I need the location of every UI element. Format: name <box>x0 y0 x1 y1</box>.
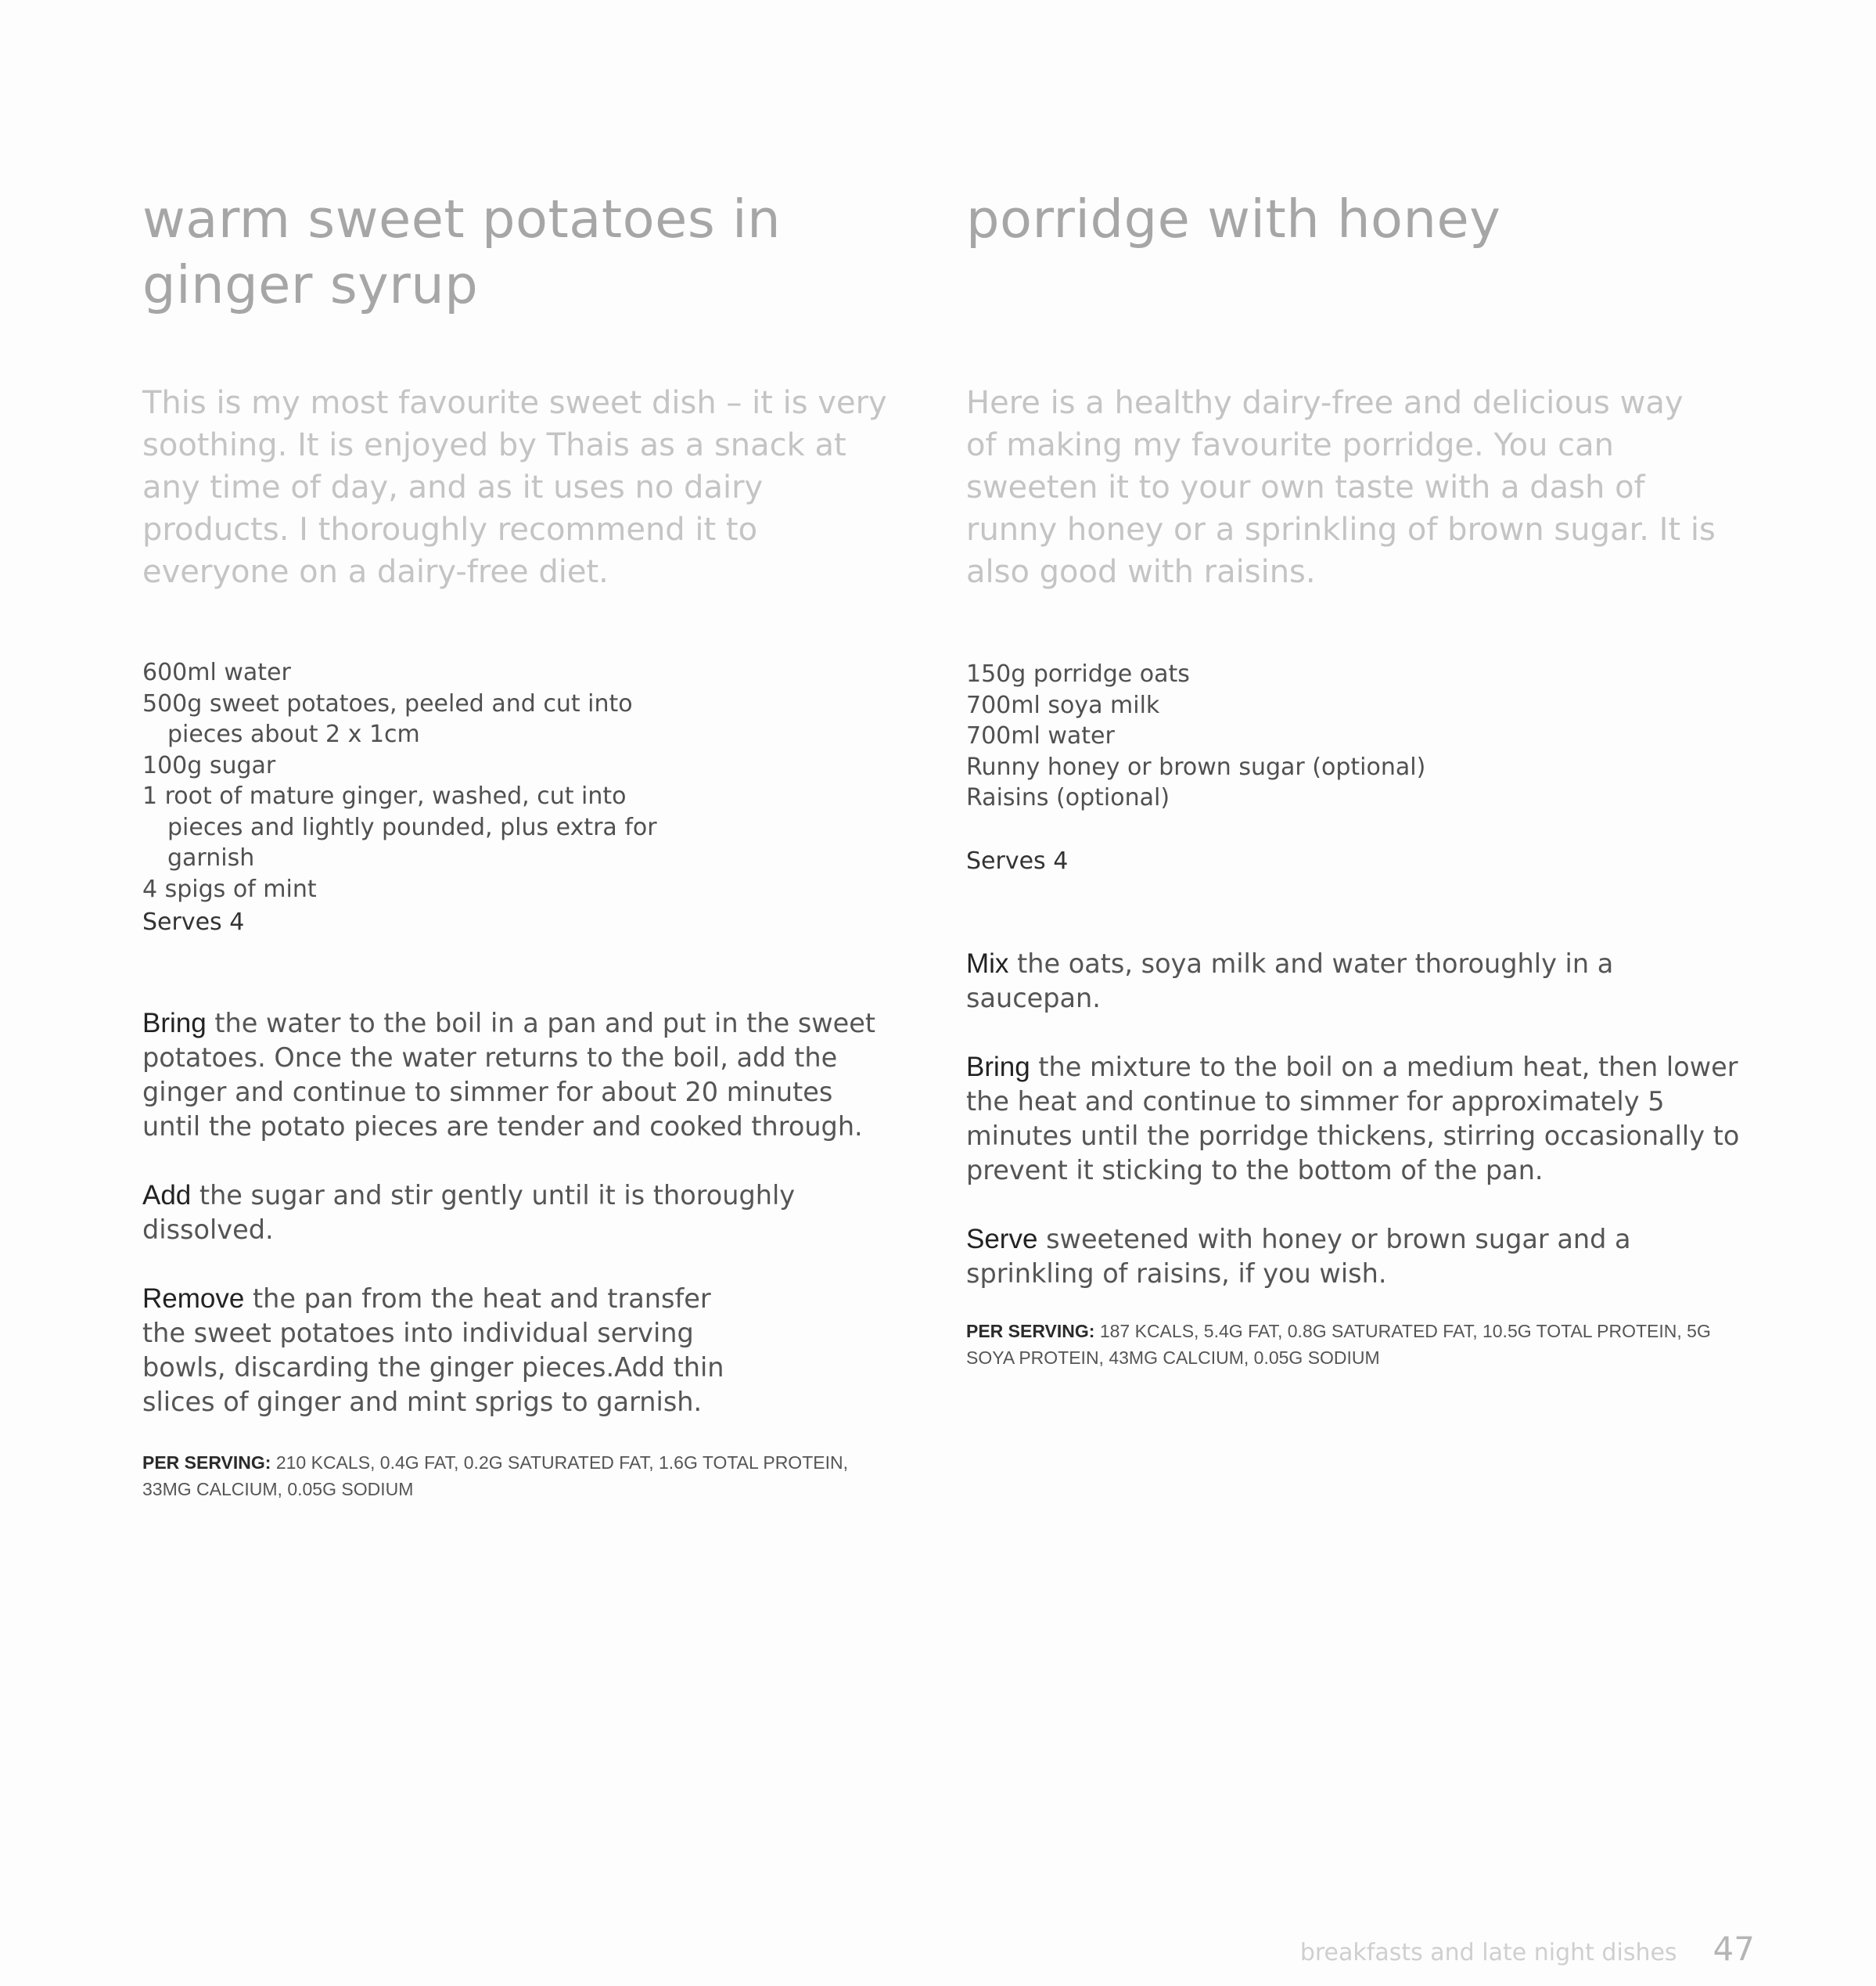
method-steps <box>142 1006 893 1454</box>
step-text: the water to the boil in a pan and put in the sweet potatoes. Once the water returns to the boil, add the ginger and continue to simmer for about 20 minutes until the potato pieces are tender and cooked through. <box>142 1008 876 1142</box>
step-verb: Mix <box>966 948 1009 979</box>
step-text: sweetened with honey or brown sugar and a sprinkling of raisins, if you wish. <box>966 1224 1631 1289</box>
step-verb: Serve <box>966 1224 1038 1254</box>
method-step <box>142 1006 893 1144</box>
ingredients-list <box>966 659 1529 814</box>
step-verb: Bring <box>142 1008 207 1038</box>
method-step <box>142 1282 760 1419</box>
method-step <box>966 1050 1748 1188</box>
recipe-title <box>142 186 781 318</box>
step-text: the mixture to the boil on a medium heat, then lower the heat and continue to simmer for approximately 5 minutes until the porridge thickens, stirring occasionally to prevent it sticking to the bottom of the pan. <box>966 1052 1740 1185</box>
step-text: the pan from the heat and transfer the sweet potatoes into individual serving bowls, discarding the ginger pieces.Add thin slices of ginger and mint sprigs to garnish. <box>142 1283 724 1417</box>
method-step <box>966 947 1748 1016</box>
ingredient-item: Raisins (optional) <box>966 784 1170 811</box>
ingredient-item: 700ml soya milk <box>966 691 1160 719</box>
nutrition-label: PER SERVING: <box>142 1452 271 1473</box>
ingredient-item: 500g sweet potatoes, peeled and cut into pieces about 2 x 1cm <box>142 689 633 748</box>
ingredients-list <box>142 657 706 905</box>
recipe-intro: This is my most favourite sweet dish – it is very soothing. It is enjoyed by Thais as a snack at any time of day, and as it uses no dairy products. I thoroughly recommend it to everyone on a dairy-free diet. <box>142 385 887 590</box>
recipe-intro: Here is a healthy dairy-free and delicious way of making my favourite porridge. You can sweeten it to your own taste with a dash of runny honey or a sprinkling of brown sugar. It is also good with raisins. <box>966 385 1716 590</box>
footer-section-title: breakfasts and late night dishes <box>1299 1939 1677 1966</box>
ingredient-item: 150g porridge oats <box>966 660 1190 688</box>
step-verb: Remove <box>142 1283 245 1314</box>
page-footer <box>1300 1930 1755 1968</box>
nutrition-info <box>966 1318 1748 1371</box>
method-step <box>142 1178 893 1247</box>
recipe-title-line-1: warm sweet potatoes in <box>142 189 782 250</box>
ingredient-item: Runny honey or brown sugar (optional) <box>966 753 1426 781</box>
step-text: the sugar and stir gently until it is thoroughly dissolved. <box>142 1180 796 1245</box>
ingredient-item: 600ml water <box>142 659 291 686</box>
ingredient-item: 1 root of mature ginger, washed, cut into pieces and lightly pounded, plus extra for garnish <box>142 783 657 872</box>
recipe-title-line-2: ginger syrup <box>142 254 479 315</box>
nutrition-info <box>142 1449 893 1502</box>
ingredient-item: 700ml water <box>966 722 1115 750</box>
serves-count: Serves 4 <box>142 908 245 936</box>
step-verb: Add <box>142 1180 192 1211</box>
nutrition-label: PER SERVING: <box>966 1321 1095 1341</box>
step-verb: Bring <box>966 1052 1030 1082</box>
method-step <box>966 1222 1748 1291</box>
method-steps <box>966 947 1748 1326</box>
ingredient-item: 100g sugar <box>142 751 276 779</box>
nutrition-values: 210 KCALS, 0.4G FAT, 0.2G SATURATED FAT, 1.6G TOTAL PROTEIN, 33MG CALCIUM, 0.05G SODIUM <box>142 1452 848 1499</box>
step-text: the oats, soya milk and water thoroughly in a saucepan. <box>966 948 1614 1013</box>
recipe-title-line-1: porridge with honey <box>966 189 1501 250</box>
page-number: 47 <box>1712 1930 1755 1968</box>
nutrition-values: 187 KCALS, 5.4G FAT, 0.8G SATURATED FAT, 10.5G TOTAL PROTEIN, 5G SOYA PROTEIN, 43MG CALCIUM, 0.05G SODIUM <box>966 1321 1711 1368</box>
serves-count: Serves 4 <box>966 847 1069 875</box>
recipe-title <box>966 186 1500 252</box>
ingredient-item: 4 spigs of mint <box>142 875 317 903</box>
